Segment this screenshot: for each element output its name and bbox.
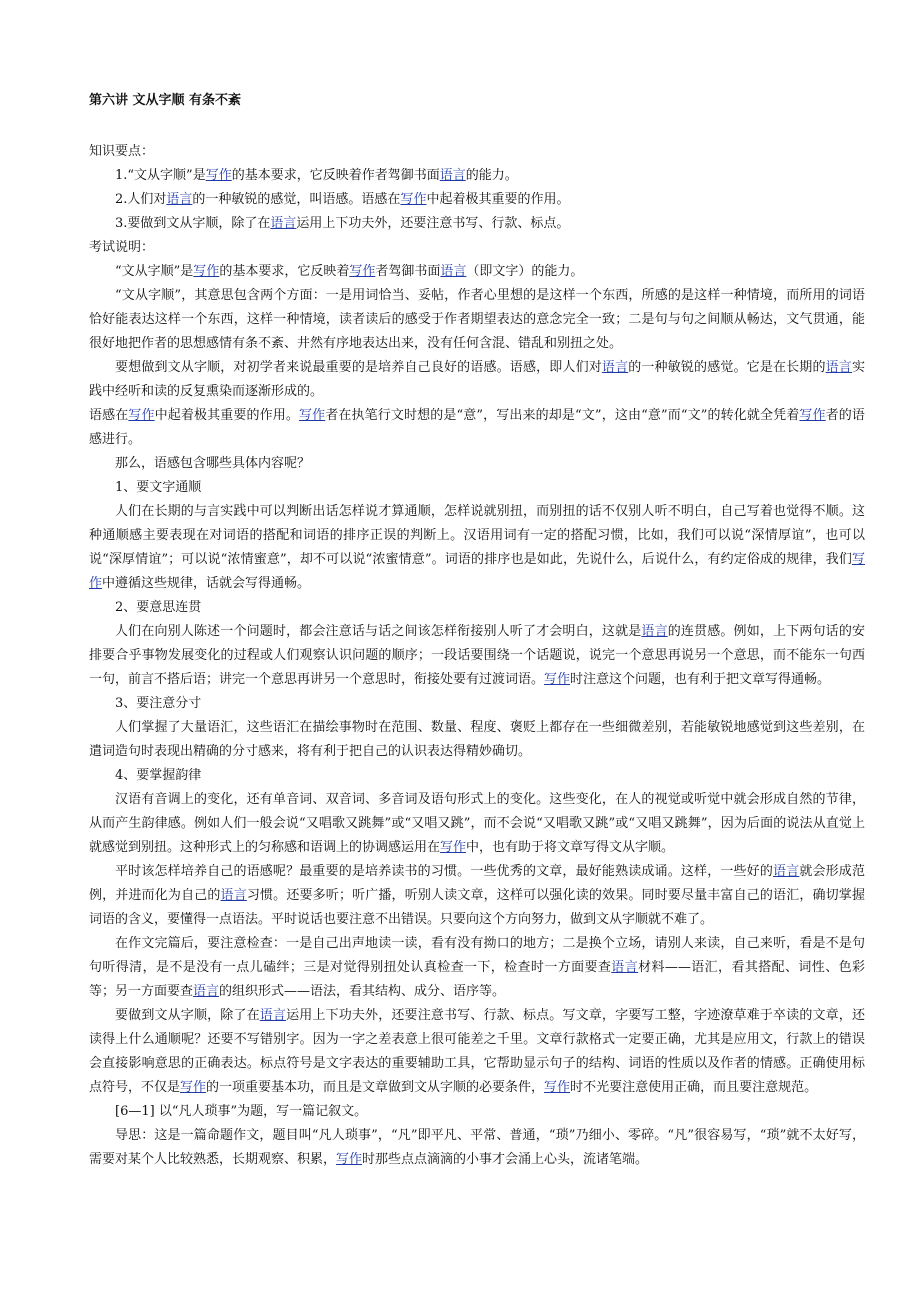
paragraph — [89, 716, 865, 764]
paragraph-text: 人们在向别人陈述一个问题时，都会注意话与话之间该怎样衔接别人听了才会明白，这就是 — [115, 624, 642, 639]
keyword-link[interactable]: 语言 — [166, 192, 193, 207]
paragraph-text: 语感在 — [89, 408, 129, 423]
paragraph-text: 人们掌握了大量语汇，这些语汇在描绘事物时在范围、数量、程度、褒贬上都存在一些细微差别，若能敏锐地感觉到这些差别，在遣词造句时表现出精确的分寸感来，将有利于把自己的认识表达得精妙确切。 — [89, 720, 865, 759]
paragraph-text: 者驾御书面 — [375, 264, 441, 279]
keyword-link[interactable]: 写作 — [180, 1080, 207, 1095]
keyword-link[interactable]: 写作 — [128, 408, 155, 423]
paragraph-text: 2.人们对 — [115, 192, 167, 207]
keyword-link[interactable]: 写作 — [400, 192, 427, 207]
keyword-link[interactable]: 语言 — [825, 360, 852, 375]
paragraph-text: 的能力。 — [465, 168, 518, 183]
keyword-link[interactable]: 写作 — [299, 408, 326, 423]
paragraph — [89, 164, 865, 188]
paragraph — [89, 236, 865, 260]
keyword-link[interactable]: 写作 — [799, 408, 826, 423]
paragraph — [89, 692, 865, 716]
paragraph-text: 要做到文从字顺，除了在 — [115, 1008, 260, 1023]
paragraph-text: （即文字）的能力。 — [466, 264, 584, 279]
paragraph-text: 中遵循这些规律，话就会写得通畅。 — [102, 576, 311, 591]
keyword-link[interactable]: 语言 — [440, 264, 467, 279]
paragraph-text: 运用上下功夫外，还要注意书写、行款、标点。写文章，字要写工整，字迹潦草难于卒读的文章，还读得上什么通顺呢？还要不写错别字。因为一字之差表意上很可能差之千里。文章行款格式一定要正确，尤其是应用文，行款上的错误会直接影响意思的正确表达。标点符号是文字表达的重要辅助工具，它帮助显示句子的结构、词语的性质以及作者的情感。正确使用标点符号，不仅是 — [89, 1008, 865, 1095]
paragraph — [89, 476, 865, 500]
paragraph-text: 的基本要求，它反映着 — [219, 264, 350, 279]
paragraph — [89, 1004, 865, 1100]
keyword-link[interactable]: 写作 — [349, 264, 376, 279]
paragraph — [89, 1100, 865, 1124]
paragraph-text: 要想做到文从字顺，对初学者来说最重要的是培养自己良好的语感。语感，即人们对 — [115, 360, 602, 375]
paragraph — [89, 1124, 865, 1172]
keyword-link[interactable]: 写作 — [89, 552, 865, 591]
paragraph-text: 中起着极其重要的作用。 — [426, 192, 570, 207]
paragraph-text: 那么，语感包含哪些具体内容呢？ — [115, 456, 311, 471]
paragraph — [89, 284, 865, 356]
paragraph — [89, 620, 865, 692]
paragraph-text: 3.要做到文从字顺，除了在 — [115, 216, 271, 231]
paragraph-text: 习惯。还要多听；听广播，听别人读文章，这样可以强化读的效果。同时要尽量丰富自己的语汇，确切掌握词语的含义，要懂得一点语法。平时说话也要注意不出错误。只要向这个方向努力，做到文从字顺就不难了。 — [89, 888, 865, 927]
keyword-link[interactable]: 写作 — [205, 168, 232, 183]
paragraph-text: “文从字顺”是 — [115, 264, 194, 279]
keyword-link[interactable]: 写作 — [544, 1080, 571, 1095]
paragraph-text: “文从字顺”，其意思包含两个方面：一是用词恰当、妥帖，作者心里想的是这样一个东西，所感的是这样一种情境，而所用的词语恰好能表达这样一个东西，这样一种情境，读者读后的感受于作者期望表达的意念完全一致；二是句与句之间顺从畅达，文气贯通，能很好地把作者的思想感情有条不紊、井然有序地表达出来，没有任何含混、错乱和别扭之处。 — [89, 288, 865, 351]
paragraph-text: 的一项重要基本功，而且是文章做到文从字顺的必要条件， — [206, 1080, 545, 1095]
paragraph — [89, 860, 865, 932]
paragraph-text: 者在执笔行文时想的是“意”，写出来的却是“文”，这由“意”而“文”的转化就全凭着 — [325, 408, 800, 423]
keyword-link[interactable]: 语言 — [220, 888, 247, 903]
paragraph — [89, 764, 865, 788]
paragraph-text: 时注意这个问题，也有利于把文章写得通畅。 — [570, 672, 831, 687]
paragraph-text: 导思：这是一篇命题作文，题目叫“凡人琐事”，“凡”即平凡、平常、普通，“琐”乃细小、零碎。“凡”很容易写，“琐”就不太好写，需要对某个人比较熟悉，长期观察、积累， — [89, 1128, 865, 1167]
paragraph — [89, 188, 865, 212]
paragraph-text: 1、要文字通顺 — [115, 480, 202, 495]
paragraph — [89, 404, 865, 452]
paragraph-text: 4、要掌握韵律 — [115, 768, 202, 783]
paragraph-text: 的一种敏锐的感觉，叫语感。语感在 — [192, 192, 401, 207]
paragraph-text: 中，也有助于将文章写得文从字顺。 — [466, 840, 675, 855]
paragraph-text: 的一种敏锐的感觉。它是在长期的 — [628, 360, 826, 375]
paragraph-text: 运用上下功夫外，还要注意书写、行款、标点。 — [296, 216, 570, 231]
keyword-link[interactable]: 写作 — [440, 840, 467, 855]
keyword-link[interactable]: 写作 — [336, 1152, 363, 1167]
paragraph-text: 的基本要求，它反映着作者驾御书面 — [231, 168, 440, 183]
paragraph-text: 1.“文从字顺”是 — [115, 168, 206, 183]
paragraph — [89, 596, 865, 620]
keyword-link[interactable]: 语言 — [259, 1008, 287, 1023]
paragraph-text: [6—1] 以“凡人琐事”为题，写一篇记叙文。 — [115, 1104, 368, 1119]
paragraph — [89, 452, 865, 476]
paragraph-text: 平时该怎样培养自己的语感呢？最重要的是培养读书的习惯。一些优秀的文章，最好能熟读成诵。这样，一些好的 — [115, 864, 773, 879]
document-page — [89, 92, 865, 1172]
paragraph-text: 的连贯感。例如，上下两句话的安排要合乎事物发展变化的过程或人们观察认识问题的顺序；一段话要围绕一个话题说，说完一个意思再说另一个意思，而不能东一句西一句，前言不搭后语；讲完一个意思再讲另一个意思时，衔接处要有过渡词语。 — [89, 624, 865, 687]
paragraph-text: 材料——语汇，看其搭配、词性、色彩等；另一方面要查 — [89, 960, 865, 999]
document-title: 第六讲 文从字顺 有条不紊 — [89, 93, 242, 108]
keyword-link[interactable]: 写作 — [544, 672, 571, 687]
paragraph-text: 中起着极其重要的作用。 — [154, 408, 299, 423]
paragraph-text: 汉语有音调上的变化，还有单音词、双音词、多音词及语句形式上的变化。这些变化，在人的视觉或听觉中就会形成自然的节律，从而产生韵律感。例如人们一般会说“又唱歌又跳舞”或“又唱又跳”，而不会说“又唱歌又跳”或“又唱又跳舞”，因为后面的说法从直觉上就感觉到别扭。这种形式上的匀称感和语调上的协调感运用在 — [89, 792, 865, 855]
keyword-link[interactable]: 语言 — [270, 216, 297, 231]
keyword-link[interactable]: 语言 — [601, 360, 629, 375]
paragraph — [89, 788, 865, 860]
paragraph-text: 时那些点点滴滴的小事才会涌上心头，流诸笔端。 — [362, 1152, 649, 1167]
paragraph-text: 2、要意思连贯 — [115, 600, 202, 615]
paragraph — [89, 500, 865, 596]
keyword-link[interactable]: 语言 — [439, 168, 466, 183]
paragraph — [89, 212, 865, 236]
paragraph-text: 知识要点： — [89, 144, 155, 159]
paragraph — [89, 260, 865, 284]
paragraph-text: 考试说明： — [89, 240, 155, 255]
paragraph-text: 就会形成范例，并进而化为自己的 — [89, 864, 865, 903]
keyword-link[interactable]: 语言 — [193, 984, 220, 999]
paragraph — [89, 932, 865, 1004]
paragraph — [89, 140, 865, 164]
paragraph-text: 3、要注意分寸 — [115, 696, 202, 711]
keyword-link[interactable]: 语言 — [641, 624, 668, 639]
paragraph-text: 的组织形式——语法，看其结构、成分、语序等。 — [219, 984, 506, 999]
paragraph-text: 时不光要注意使用正确，而且要注意规范。 — [570, 1080, 818, 1095]
document-body — [89, 140, 865, 1172]
keyword-link[interactable]: 语言 — [611, 960, 639, 975]
keyword-link[interactable]: 写作 — [193, 264, 220, 279]
paragraph-text: 在作文完篇后，要注意检查：一是自己出声地读一读，看有没有拗口的地方；二是换个立场，请别人来读，自己来听，看是不是句句听得清，是不是没有一点儿磕绊；三是对觉得别扭处认真检查一下，检查时一方面要查 — [89, 936, 865, 975]
keyword-link[interactable]: 语言 — [773, 864, 800, 879]
paragraph-text: 实践中经听和读的反复熏染而逐渐形成的。 — [89, 360, 865, 399]
paragraph-text: 者的语感进行。 — [89, 408, 865, 447]
paragraph — [89, 356, 865, 404]
paragraph-text: 人们在长期的与言实践中可以判断出话怎样说才算通顺，怎样说就别扭，而别扭的话不仅别人听不明白，自己写着也觉得不顺。这种通顺感主要表现在对词语的搭配和词语的排序正误的判断上。汉语用词有一定的搭配习惯，比如，我们可以说“深情厚谊”，也可以说“深厚情谊”；可以说“浓情蜜意”，却不可以说“浓蜜情意”。词语的排序也是如此，先说什么，后说什么，有约定俗成的规律，我们 — [89, 504, 865, 567]
